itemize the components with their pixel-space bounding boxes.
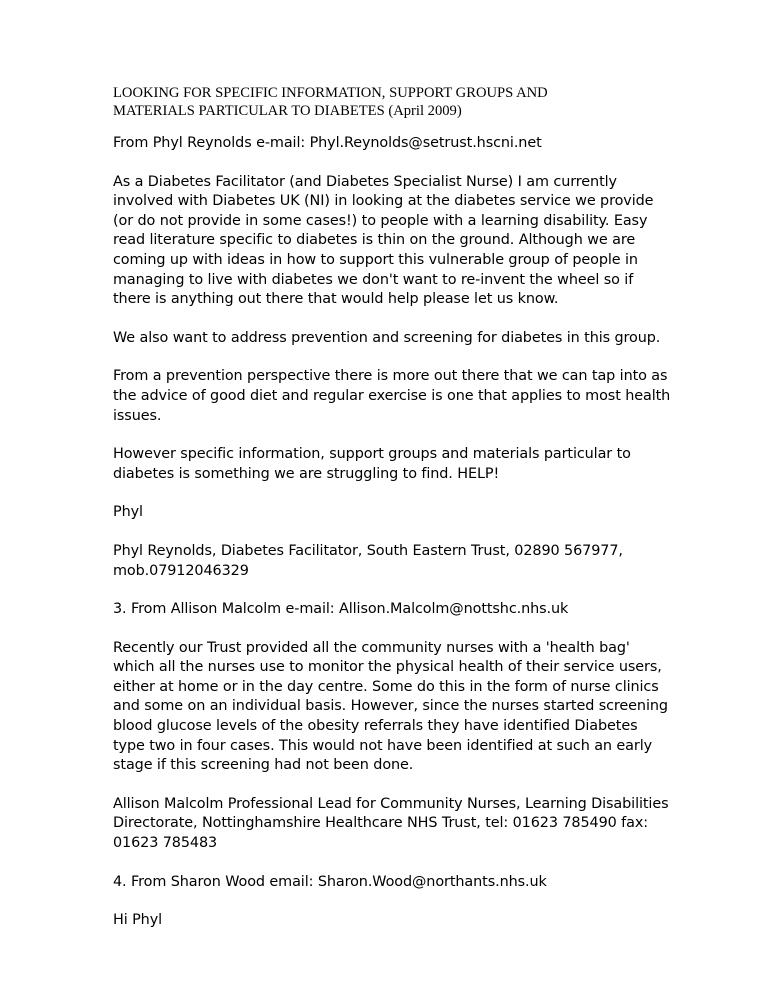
from-sharon-line: 4. From Sharon Wood email: Sharon.Wood@northants.nhs.uk bbox=[113, 873, 547, 890]
phyl-signature-details: Phyl Reynolds, Diabetes Facilitator, South Eastern Trust, 02890 567977, mob.07912046329 bbox=[113, 542, 623, 579]
intro-paragraph: As a Diabetes Facilitator (and Diabetes Specialist Nurse) I am currently involved with Diabetes UK (NI) in looking at the diabetes service we provide (or do not provide in some cases!) to people with a learning disability. Easy read literature specific to diabetes is thin on the ground. Although we are coming up with ideas in how to support this vulnerable group of people in managing to live with diabetes we don't want to re-invent the wheel so if there is anything out there that would help please let us know. bbox=[113, 173, 654, 308]
prevention-screening-paragraph: We also want to address prevention and screening for diabetes in this group. bbox=[113, 329, 661, 346]
document-title-line-2: MATERIALS PARTICULAR TO DIABETES (April 2009) bbox=[113, 103, 462, 119]
greeting-line: Hi Phyl bbox=[113, 912, 163, 929]
from-allison-line: 3. From Allison Malcolm e-mail: Allison.Malcolm@nottshc.nhs.uk bbox=[113, 601, 569, 618]
health-bag-paragraph: Recently our Trust provided all the community nurses with a 'health bag' which all the nurses use to monitor the physical health of their service users, either at home or in the day centre. Some do this in the form of nurse clinics and some on an individual basis. However, since the nurses started screening blood glucose levels of the obesity referrals they have identified Diabetes type two in four cases. This would not have been identified at such an early stage if this screening had not been done. bbox=[113, 639, 668, 774]
allison-signature-details: Allison Malcolm Professional Lead for Community Nurses, Learning Disabilities Directorate, Nottinghamshire Healthcare NHS Trust, tel: 01623 785490 fax: 01623 785483 bbox=[113, 795, 669, 852]
document-page bbox=[113, 84, 673, 950]
document-title bbox=[113, 84, 673, 120]
from-phyl-line: From Phyl Reynolds e-mail: Phyl.Reynolds@setrust.hscni.net bbox=[113, 135, 542, 151]
document-title-line-1: LOOKING FOR SPECIFIC INFORMATION, SUPPORT GROUPS AND bbox=[113, 85, 548, 101]
signature-short: Phyl bbox=[113, 504, 143, 521]
help-request-paragraph: However specific information, support groups and materials particular to diabetes is something we are struggling to find. HELP! bbox=[113, 446, 631, 482]
prevention-perspective-paragraph: From a prevention perspective there is more out there that we can tap into as the advice of good diet and regular exercise is one that applies to most health issues. bbox=[113, 368, 671, 424]
